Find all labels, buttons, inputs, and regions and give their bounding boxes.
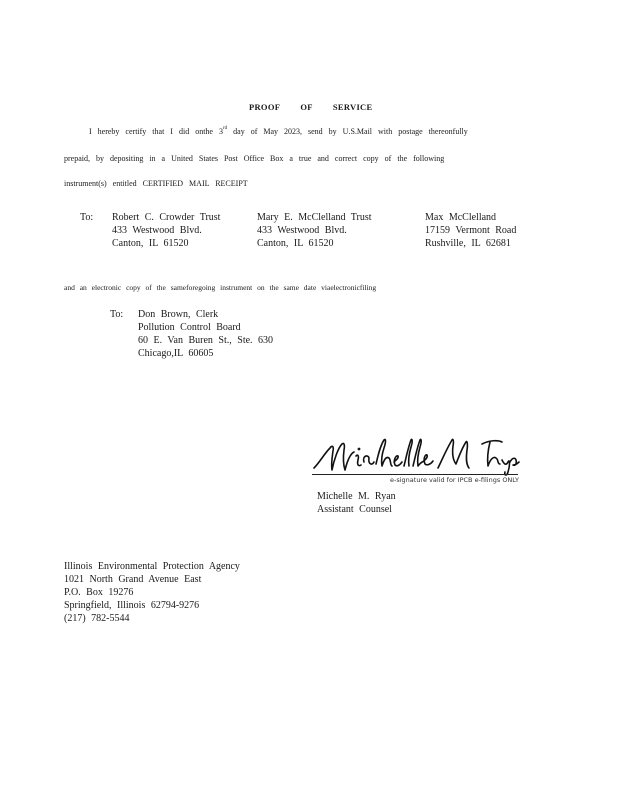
agency-address-line: P.O. Box 19276 <box>64 587 134 598</box>
agency-address-line: Illinois Environmental Protection Agency <box>64 561 240 572</box>
certify-line-2: prepaid, by depositing in a United States Post Office Box a true and correct copy of the following <box>64 154 445 163</box>
clerk-address-line: Chicago,IL 60605 <box>138 348 214 359</box>
recipient-address-block <box>425 211 516 250</box>
agency-address-line: Springfield, Illinois 62794-9276 <box>64 600 200 611</box>
signer-role: Assistant Counsel <box>317 504 392 515</box>
signature-line <box>312 474 518 475</box>
recipient-name: Robert C. Crowder Trust <box>112 212 221 223</box>
certify-line-1 <box>89 127 468 136</box>
clerk-address-block <box>138 308 273 360</box>
recipient-city: Canton, IL 61520 <box>112 238 189 249</box>
e-signature-caption: e-signature valid for IPCB e-filings ONLY <box>390 476 520 484</box>
recipient-name: Max McClelland <box>425 212 497 223</box>
clerk-address-line: 60 E. Van Buren St., Ste. 630 <box>138 335 274 346</box>
recipient-city: Canton, IL 61520 <box>257 238 334 249</box>
clerk-to-label: To: <box>110 309 124 320</box>
agency-address-block <box>64 560 240 625</box>
recipient-street: 433 Westwood Blvd. <box>112 225 202 236</box>
agency-address-line: (217) 782-5544 <box>64 613 130 624</box>
electronic-filing-line: and an electronic copy of the sameforegoing instrument on the same date viaelectronicfiling <box>64 283 377 292</box>
recipients-to-label: To: <box>80 212 94 223</box>
agency-address-line: 1021 North Grand Avenue East <box>64 574 202 585</box>
certify-line-1-end: day of May 2023, send by U.S.Mail with postage thereonfully <box>233 127 468 136</box>
recipient-city: Rushville, IL 62681 <box>425 238 511 249</box>
recipient-address-block <box>112 211 220 250</box>
certify-day-suffix: rd <box>222 126 228 131</box>
certify-line-1-start: I hereby certify that I did onthe <box>89 127 213 136</box>
signer-block <box>317 490 396 516</box>
clerk-address-line: Don Brown, Clerk <box>138 309 219 320</box>
handwritten-signature <box>312 432 522 476</box>
certify-day-number: 3 <box>218 127 223 136</box>
recipient-street: 17159 Vermont Road <box>425 225 517 236</box>
signer-name: Michelle M. Ryan <box>317 491 396 502</box>
recipient-name: Mary E. McClelland Trust <box>257 212 372 223</box>
document-title: PROOF OF SERVICE <box>249 102 373 112</box>
recipient-street: 433 Westwood Blvd. <box>257 225 347 236</box>
certify-line-3: instrument(s) entitled CERTIFIED MAIL RECEIPT <box>64 179 248 188</box>
recipient-address-block <box>257 211 372 250</box>
clerk-address-line: Pollution Control Board <box>138 322 241 333</box>
